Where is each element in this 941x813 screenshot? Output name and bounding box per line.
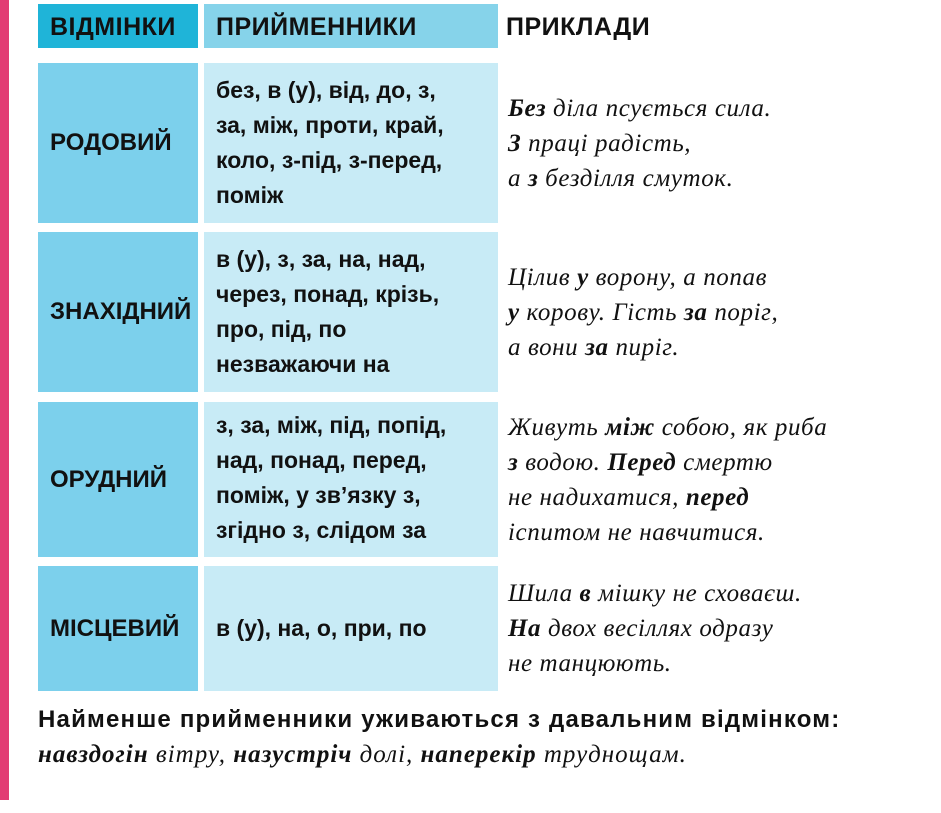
example-cell [508, 402, 941, 557]
example-cell [508, 232, 941, 392]
example-segment: корову. Гість [519, 298, 685, 326]
example-line [508, 260, 778, 295]
example-segment: а [508, 164, 528, 192]
preposition-highlight: наперекір [420, 741, 537, 768]
example-cell [508, 63, 941, 223]
note-lead: Найменше прийменники уживаються з давальним відмінком: [38, 706, 841, 733]
preposition-line: коло, з-під, з-перед, [216, 147, 443, 173]
preposition-line: згідно з, слідом за [216, 517, 427, 543]
example-segment: не надихатися, [508, 483, 686, 511]
example-segment: собою, як риба [654, 413, 828, 441]
prepositions-list [204, 611, 427, 646]
example-segment: труднощам. [536, 741, 687, 768]
example-segment: Цілив [508, 263, 578, 291]
example-segment: долі, [352, 741, 421, 768]
example-segment: вітру, [148, 741, 234, 768]
header-examples-label: ПРИКЛАДИ [506, 13, 651, 41]
header-case [38, 4, 198, 48]
prepositions-list [204, 63, 498, 213]
preposition-highlight: Без [508, 94, 547, 122]
preposition-line: незважаючи на [216, 351, 390, 377]
example-segment: праці радість, [521, 129, 692, 157]
preposition-highlight: у [577, 263, 589, 291]
header-examples [498, 4, 941, 48]
example-segment: смертю [676, 448, 773, 476]
example-line [508, 161, 771, 196]
preposition-line: поміж [216, 182, 284, 208]
preposition-highlight: між [605, 413, 655, 441]
preposition-line: над, понад, перед, [216, 447, 427, 473]
example-text [508, 260, 778, 365]
example-segment: двох весіллях одразу [541, 615, 774, 642]
preposition-highlight: На [508, 615, 542, 642]
example-segment: діла псується сила. [546, 94, 772, 122]
example-segment: пиріг. [608, 333, 680, 361]
example-segment: мішку не сховаєш. [591, 580, 802, 607]
example-segment: безділля смуток. [538, 164, 734, 192]
case-cell [38, 402, 198, 557]
case-cell [38, 566, 198, 691]
case-label: РОДОВИЙ [50, 129, 172, 156]
example-segment: а вони [508, 333, 586, 361]
example-text [508, 91, 771, 196]
preposition-highlight: у [508, 298, 520, 326]
example-line [508, 330, 778, 365]
example-line [508, 646, 802, 681]
example-line [508, 126, 771, 161]
header-prepositions-label: ПРИЙМЕННИКИ [216, 13, 417, 41]
preposition-line: в (у), з, за, на, над, [216, 246, 426, 272]
preposition-highlight: перед [685, 483, 750, 511]
header-case-label: ВІДМІНКИ [50, 13, 176, 41]
prepositions-cell [204, 402, 498, 557]
dative-note [38, 702, 918, 772]
case-label: МІСЦЕВИЙ [50, 614, 180, 642]
preposition-highlight: З [508, 129, 522, 157]
case-cell [38, 63, 198, 223]
preposition-highlight: назустріч [233, 741, 353, 768]
example-segment: іспитом не навчитися. [508, 518, 765, 546]
prepositions-cell [204, 232, 498, 392]
example-cell [508, 566, 941, 691]
example-line [508, 480, 827, 515]
preposition-line: поміж, у зв’язку з, [216, 482, 421, 508]
preposition-line: без, в (у), від, до, з, [216, 77, 436, 103]
example-line [508, 410, 827, 445]
example-line [508, 515, 827, 550]
preposition-highlight: з [508, 448, 519, 476]
example-segment: Живуть [508, 413, 606, 441]
preposition-highlight: з [527, 164, 539, 192]
preposition-highlight: навздогін [38, 741, 149, 768]
example-line [508, 91, 771, 126]
preposition-highlight: в [579, 580, 592, 607]
case-cell [38, 232, 198, 392]
example-text [508, 576, 802, 681]
preposition-highlight: за [684, 298, 708, 326]
prepositions-cell [204, 566, 498, 691]
note-examples [38, 741, 687, 768]
prepositions-cell [204, 63, 498, 223]
prepositions-list [204, 232, 498, 382]
preposition-highlight: Перед [607, 448, 677, 476]
preposition-line: з, за, між, під, попід, [216, 412, 447, 438]
preposition-line: про, під, по [216, 316, 347, 342]
preposition-line: в (у), на, о, при, по [216, 615, 427, 641]
accent-bar [0, 0, 9, 800]
example-line [508, 445, 827, 480]
table-row [38, 402, 941, 557]
example-segment: Шила [508, 580, 580, 607]
preposition-line: через, понад, крізь, [216, 281, 440, 307]
table-row [38, 566, 941, 691]
case-label: ОРУДНИЙ [50, 465, 167, 493]
example-segment: водою. [518, 448, 608, 476]
example-line [508, 295, 778, 330]
example-segment: не танцюють. [508, 650, 672, 677]
example-text [508, 410, 827, 550]
example-segment: ворону, а попав [588, 263, 768, 291]
prepositions-list [204, 402, 498, 548]
table-row [38, 63, 941, 223]
header-prepositions [204, 4, 498, 48]
table-row [38, 232, 941, 392]
preposition-line: за, між, проти, край, [216, 112, 444, 138]
case-label: ЗНАХІДНИЙ [50, 298, 192, 325]
example-line [508, 611, 802, 646]
example-line [508, 576, 802, 611]
example-segment: поріг, [707, 298, 779, 326]
preposition-highlight: за [585, 333, 609, 361]
